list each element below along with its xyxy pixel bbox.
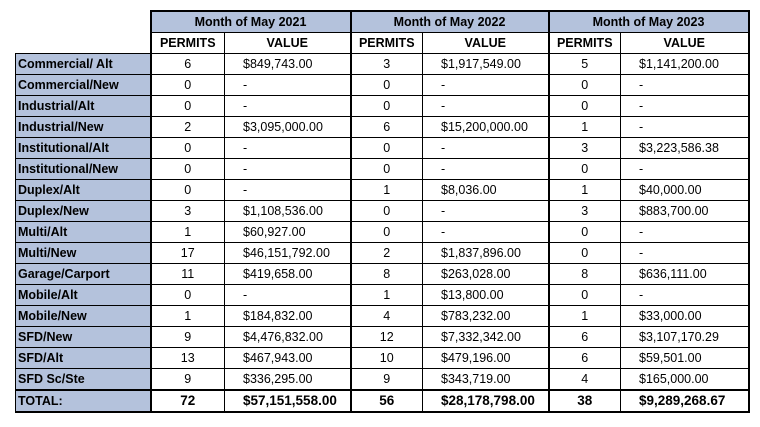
value-cell: - <box>225 180 351 201</box>
permits-cell: 0 <box>151 180 225 201</box>
permits-cell: 12 <box>351 327 423 348</box>
permits-cell: 0 <box>351 96 423 117</box>
row-label: Mobile/Alt <box>16 285 151 306</box>
permits-cell: 0 <box>151 75 225 96</box>
value-cell: - <box>621 243 749 264</box>
value-cell: - <box>423 75 549 96</box>
value-cell: $3,095,000.00 <box>225 117 351 138</box>
value-cell: - <box>621 222 749 243</box>
permits-cell: 0 <box>151 96 225 117</box>
value-header: VALUE <box>621 33 749 54</box>
permits-header: PERMITS <box>351 33 423 54</box>
permits-cell: 1 <box>351 180 423 201</box>
permits-cell: 4 <box>351 306 423 327</box>
row-label: Institutional/Alt <box>16 138 151 159</box>
value-cell: $419,658.00 <box>225 264 351 285</box>
value-cell: $263,028.00 <box>423 264 549 285</box>
permits-cell: 1 <box>151 222 225 243</box>
permits-header: PERMITS <box>151 33 225 54</box>
permits-cell: 9 <box>351 369 423 391</box>
permits-cell: 0 <box>549 243 621 264</box>
value-cell: $336,295.00 <box>225 369 351 391</box>
permits-cell: 6 <box>151 54 225 75</box>
row-label: Garage/Carport <box>16 264 151 285</box>
permits-cell: 4 <box>549 369 621 391</box>
value-cell: $28,178,798.00 <box>423 390 549 412</box>
table-row <box>16 201 749 222</box>
row-label: Commercial/New <box>16 75 151 96</box>
permits-header: PERMITS <box>549 33 621 54</box>
table-row <box>16 117 749 138</box>
row-label: Industrial/New <box>16 117 151 138</box>
table-row <box>16 327 749 348</box>
value-header: VALUE <box>225 33 351 54</box>
table-row <box>16 348 749 369</box>
value-cell: $1,108,536.00 <box>225 201 351 222</box>
value-cell: $1,917,549.00 <box>423 54 549 75</box>
value-cell: - <box>621 75 749 96</box>
value-cell: $9,289,268.67 <box>621 390 749 412</box>
permits-cell: 0 <box>151 285 225 306</box>
permits-table <box>15 10 750 413</box>
row-label: SFD/New <box>16 327 151 348</box>
value-cell: $8,036.00 <box>423 180 549 201</box>
permits-cell: 1 <box>549 117 621 138</box>
table-row <box>16 180 749 201</box>
value-cell: $1,837,896.00 <box>423 243 549 264</box>
value-cell: $60,927.00 <box>225 222 351 243</box>
value-cell: $343,719.00 <box>423 369 549 391</box>
permits-cell: 9 <box>151 327 225 348</box>
corner-cell <box>16 11 151 33</box>
permits-cell: 1 <box>549 306 621 327</box>
value-cell: $3,107,170.29 <box>621 327 749 348</box>
value-cell: - <box>225 138 351 159</box>
value-cell: $3,223,586.38 <box>621 138 749 159</box>
year-header: Month of May 2022 <box>351 11 549 33</box>
permits-cell: 0 <box>351 159 423 180</box>
value-cell: - <box>423 201 549 222</box>
row-label: Institutional/New <box>16 159 151 180</box>
value-cell: $883,700.00 <box>621 201 749 222</box>
value-cell: $57,151,558.00 <box>225 390 351 412</box>
value-cell: $15,200,000.00 <box>423 117 549 138</box>
value-cell: - <box>423 222 549 243</box>
row-label: SFD/Alt <box>16 348 151 369</box>
value-cell: $33,000.00 <box>621 306 749 327</box>
permits-cell: 0 <box>351 222 423 243</box>
value-cell: - <box>621 159 749 180</box>
permits-cell: 0 <box>549 96 621 117</box>
permits-cell: 8 <box>351 264 423 285</box>
permits-cell: 6 <box>351 117 423 138</box>
permits-cell: 0 <box>151 159 225 180</box>
permits-cell: 3 <box>549 138 621 159</box>
value-cell: - <box>621 285 749 306</box>
permits-cell: 0 <box>549 159 621 180</box>
permits-cell: 1 <box>151 306 225 327</box>
year-header: Month of May 2023 <box>549 11 749 33</box>
row-label: Multi/Alt <box>16 222 151 243</box>
table-row <box>16 285 749 306</box>
row-label: Multi/New <box>16 243 151 264</box>
permits-cell: 38 <box>549 390 621 412</box>
year-header-row <box>16 11 749 33</box>
permits-cell: 13 <box>151 348 225 369</box>
corner-cell <box>16 33 151 54</box>
table-row <box>16 306 749 327</box>
permits-cell: 17 <box>151 243 225 264</box>
row-label: Mobile/New <box>16 306 151 327</box>
permits-cell: 0 <box>549 222 621 243</box>
value-cell: $479,196.00 <box>423 348 549 369</box>
value-cell: $467,943.00 <box>225 348 351 369</box>
year-header: Month of May 2021 <box>151 11 351 33</box>
permits-cell: 0 <box>351 138 423 159</box>
permits-cell: 0 <box>549 75 621 96</box>
permits-cell: 8 <box>549 264 621 285</box>
permits-cell: 9 <box>151 369 225 391</box>
table-row <box>16 264 749 285</box>
column-header-row <box>16 33 749 54</box>
permits-cell: 3 <box>151 201 225 222</box>
permits-cell: 1 <box>351 285 423 306</box>
value-cell: $165,000.00 <box>621 369 749 391</box>
permits-cell: 2 <box>151 117 225 138</box>
value-cell: - <box>621 117 749 138</box>
row-label: Duplex/New <box>16 201 151 222</box>
total-label: TOTAL: <box>16 390 151 412</box>
permits-cell: 2 <box>351 243 423 264</box>
permits-cell: 0 <box>151 138 225 159</box>
table-row <box>16 54 749 75</box>
permits-cell: 1 <box>549 180 621 201</box>
value-cell: $13,800.00 <box>423 285 549 306</box>
permits-cell: 0 <box>351 201 423 222</box>
value-cell: $636,111.00 <box>621 264 749 285</box>
value-cell: - <box>225 96 351 117</box>
permits-cell: 5 <box>549 54 621 75</box>
row-label: Duplex/Alt <box>16 180 151 201</box>
value-cell: $849,743.00 <box>225 54 351 75</box>
total-row <box>16 390 749 412</box>
permits-cell: 0 <box>351 75 423 96</box>
table-row <box>16 369 749 391</box>
table-row <box>16 75 749 96</box>
value-cell: - <box>423 138 549 159</box>
table-row <box>16 243 749 264</box>
permits-cell: 3 <box>549 201 621 222</box>
value-cell: - <box>225 75 351 96</box>
value-cell: - <box>423 159 549 180</box>
value-cell: $4,476,832.00 <box>225 327 351 348</box>
table-row <box>16 96 749 117</box>
permits-cell: 6 <box>549 327 621 348</box>
value-cell: $40,000.00 <box>621 180 749 201</box>
value-header: VALUE <box>423 33 549 54</box>
value-cell: - <box>225 159 351 180</box>
row-label: Commercial/ Alt <box>16 54 151 75</box>
permits-cell: 72 <box>151 390 225 412</box>
table-row <box>16 222 749 243</box>
row-label: SFD Sc/Ste <box>16 369 151 391</box>
row-label: Industrial/Alt <box>16 96 151 117</box>
value-cell: $783,232.00 <box>423 306 549 327</box>
permits-cell: 0 <box>549 285 621 306</box>
permits-cell: 11 <box>151 264 225 285</box>
value-cell: $7,332,342.00 <box>423 327 549 348</box>
value-cell: $46,151,792.00 <box>225 243 351 264</box>
permits-cell: 3 <box>351 54 423 75</box>
value-cell: - <box>621 96 749 117</box>
permits-cell: 56 <box>351 390 423 412</box>
permits-cell: 10 <box>351 348 423 369</box>
value-cell: - <box>423 96 549 117</box>
value-cell: $1,141,200.00 <box>621 54 749 75</box>
permits-cell: 6 <box>549 348 621 369</box>
value-cell: - <box>225 285 351 306</box>
table-row <box>16 138 749 159</box>
table-row <box>16 159 749 180</box>
value-cell: $59,501.00 <box>621 348 749 369</box>
value-cell: $184,832.00 <box>225 306 351 327</box>
